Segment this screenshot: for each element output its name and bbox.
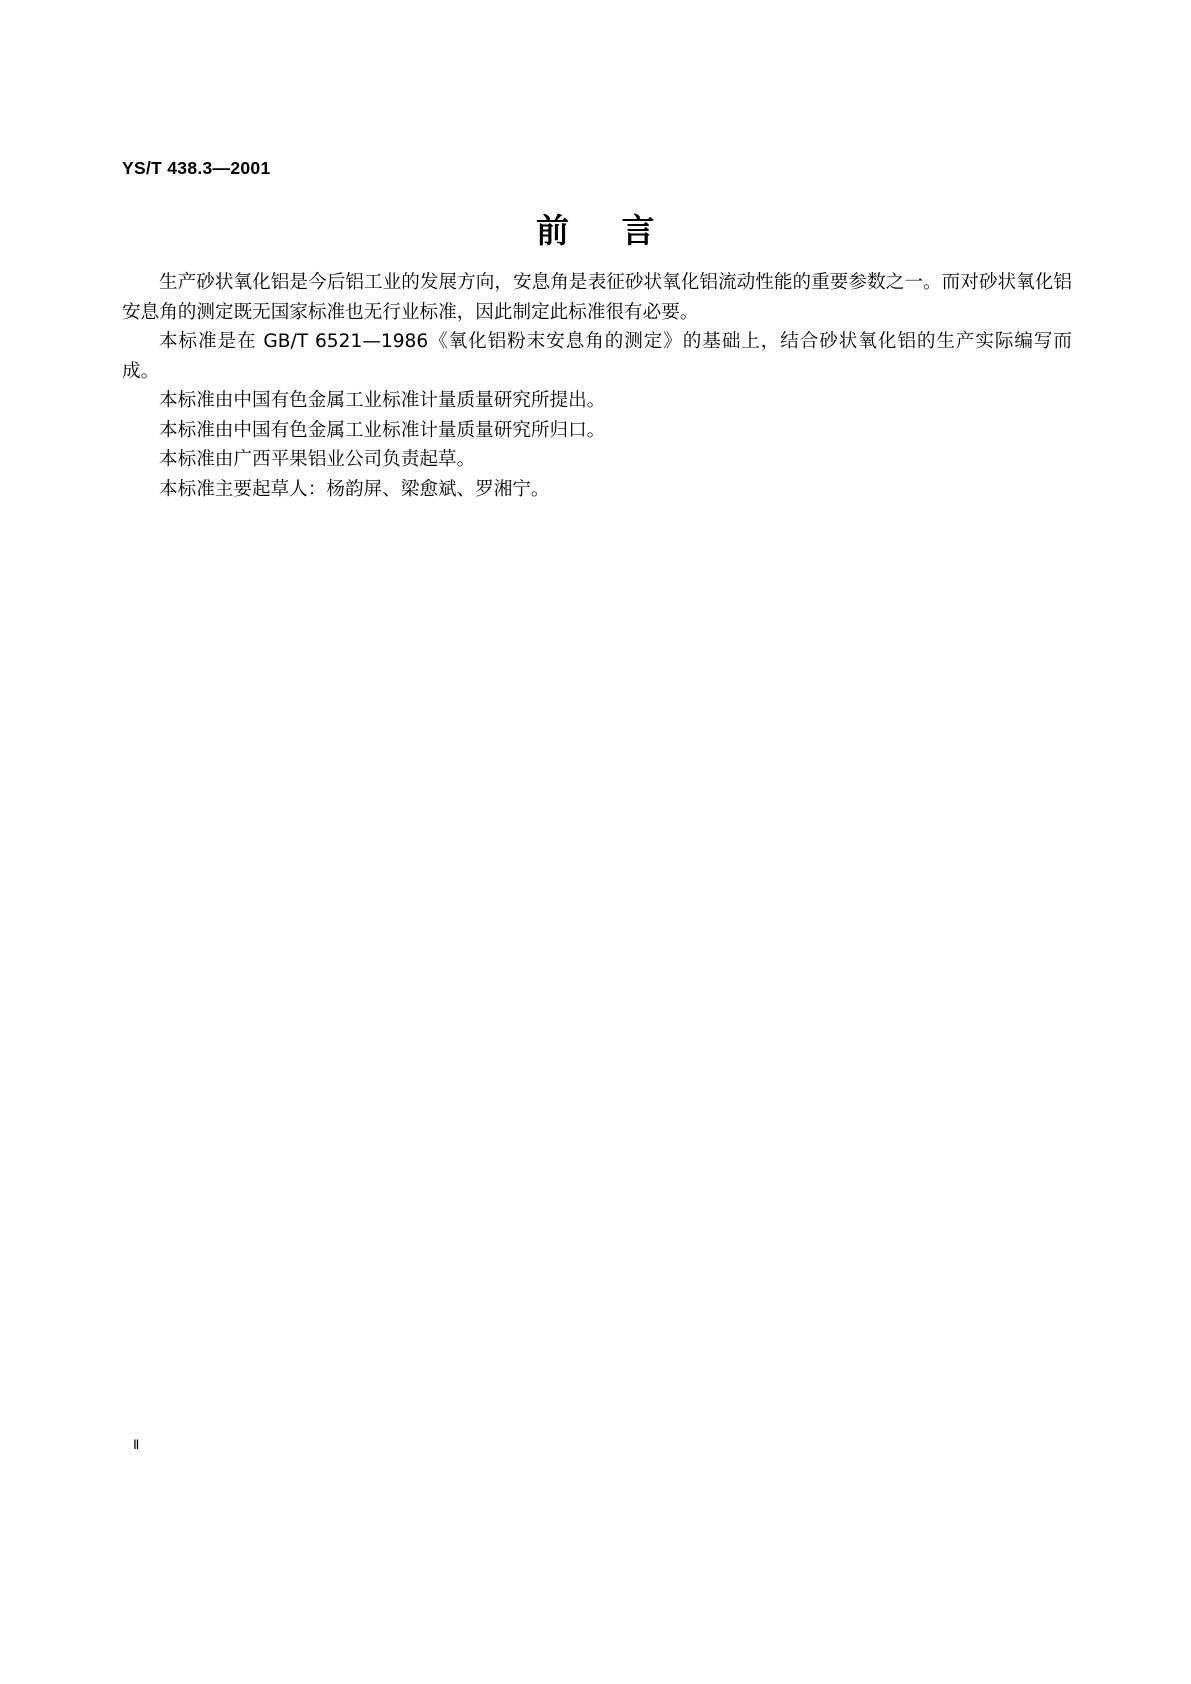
foreword-body: [122, 268, 1072, 504]
paragraph-5: 本标准由广西平果铝业公司负责起草。: [159, 449, 476, 470]
page-number: Ⅱ: [133, 1437, 140, 1452]
page-title-char-2: 言: [621, 211, 655, 250]
paragraph-6: 本标准主要起草人：杨韵屏、梁愈斌、罗湘宁。: [159, 478, 550, 500]
paragraph-2: 本标准是在 GB/T 6521—1986《氧化铝粉末安息角的测定》的基础上，结合砂状氧化铝的生产实际编写而成。: [122, 331, 1072, 382]
paragraph-3: 本标准由中国有色金属工业标准计量质量研究所提出。: [159, 390, 606, 411]
standard-number-header: YS/T 438.3—2001: [122, 158, 271, 178]
paragraph-1: 生产砂状氧化铝是今后铝工业的发展方向，安息角是表征砂状氧化铝流动性能的重要参数之一。而对砂状氧化铝安息角的测定既无国家标准也无行业标准，因此制定此标准很有必要。: [122, 272, 1072, 323]
paragraph-4: 本标准由中国有色金属工业标准计量质量研究所归口。: [159, 419, 606, 441]
page-title: [0, 205, 1191, 252]
page-title-char-1: 前: [536, 211, 570, 250]
